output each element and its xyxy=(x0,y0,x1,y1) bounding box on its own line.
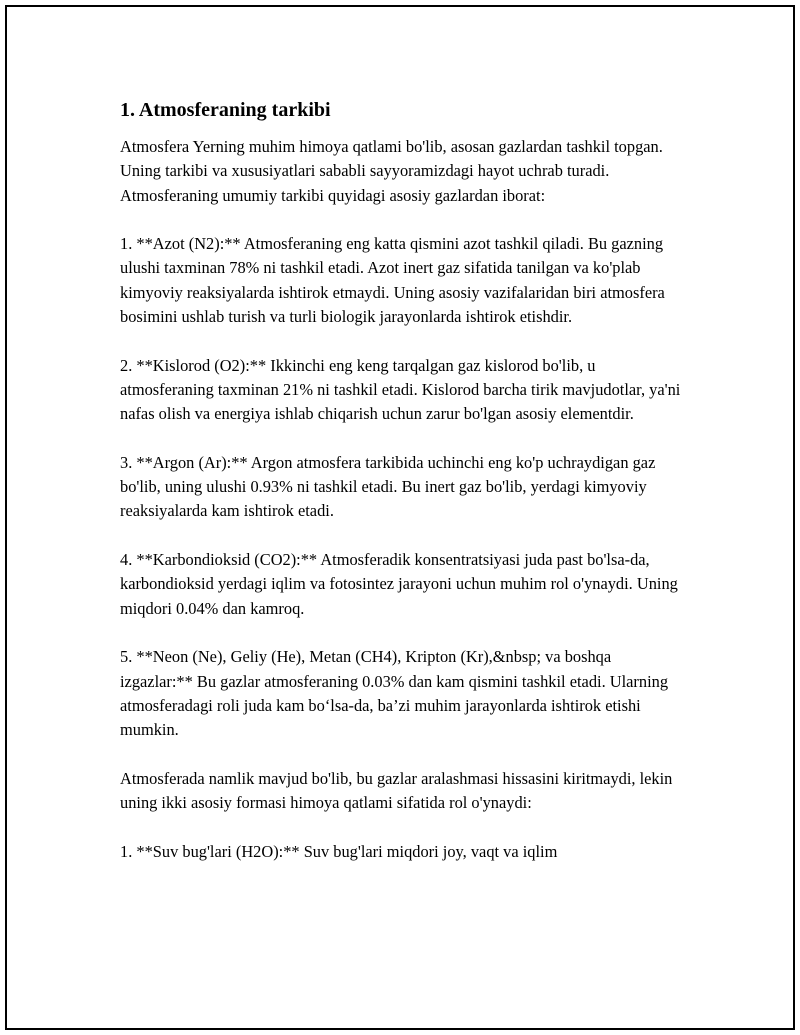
list-item-kislorod: 2. **Kislorod (O2):** Ikkinchi eng keng tarqalgan gaz kislorod bo'lib, u atmosferaning taxminan 21% ni tashkil etadi. Kislorod barcha tirik mavjudotlar, ya'ni nafas olish va energiya ishlab chiqarish uchun zarur bo'lgan asosiy elementdir. xyxy=(120,355,681,424)
section-heading: 1. Atmosferaning tarkibi xyxy=(120,99,331,121)
document-body xyxy=(120,97,685,888)
list-item-water-vapor: 1. **Suv bug'lari (H2O):** Suv bug'lari miqdori joy, vaqt va iqlim xyxy=(120,841,558,861)
list-item-azot: 1. **Azot (N2):** Atmosferaning eng katta qismini azot tashkil qiladi. Bu gazning ulushi taxminan 78% ni tashkil etadi. Azot inert gaz sifatida tanilgan va ko'plab kimyoviy reaksiyalarda ishtirok etmaydi. Uning asosiy vazifalaridan biri atmosfera bosimini ushlab turish va turli biologik jarayonlarda ishtirok etishdir. xyxy=(120,234,665,327)
list-item-other-gases: 5. **Neon (Ne), Geliy (He), Metan (CH4), Kripton (Kr),&nbsp; va boshqa izgazlar:** Bu gazlar atmosferaning 0.03% dan kam qismini tashkil etadi. Ularning atmosferadagi roli juda kam bo‘lsa-da, ba’zi muhim jarayonlarda ishtirok etishi mumkin. xyxy=(120,647,669,740)
page-frame xyxy=(5,5,795,1030)
intro-paragraph: Atmosfera Yerning muhim himoya qatlami bo'lib, asosan gazlardan tashkil topgan. Uning tarkibi va xususiyatlari sababli sayyoramizdagi hayot uchrab turadi. Atmosferaning umumiy tarkibi quyidagi asosiy gazlardan iborat: xyxy=(120,137,663,205)
list-item-argon: 3. **Argon (Ar):** Argon atmosfera tarkibida uchinchi eng ko'p uchraydigan gaz bo'lib, uning ulushi 0.93% ni tashkil etadi. Bu inert gaz bo'lib, yerdagi kimyoviy reaksiyalarda kam ishtirok etadi. xyxy=(120,452,656,521)
list-item-karbondioksid: 4. **Karbondioksid (CO2):** Atmosferadik konsentratsiyasi juda past bo'lsa-da, karbondioksid yerdagi iqlim va fotosintez jarayoni uchun muhim rol o'ynaydi. Uning miqdori 0.04% dan kamroq. xyxy=(120,550,678,618)
humidity-paragraph: Atmosferada namlik mavjud bo'lib, bu gazlar aralashmasi hissasini kiritmaydi, lekin uning ikki asosiy formasi himoya qatlami sifatida rol o'ynaydi: xyxy=(120,768,673,813)
